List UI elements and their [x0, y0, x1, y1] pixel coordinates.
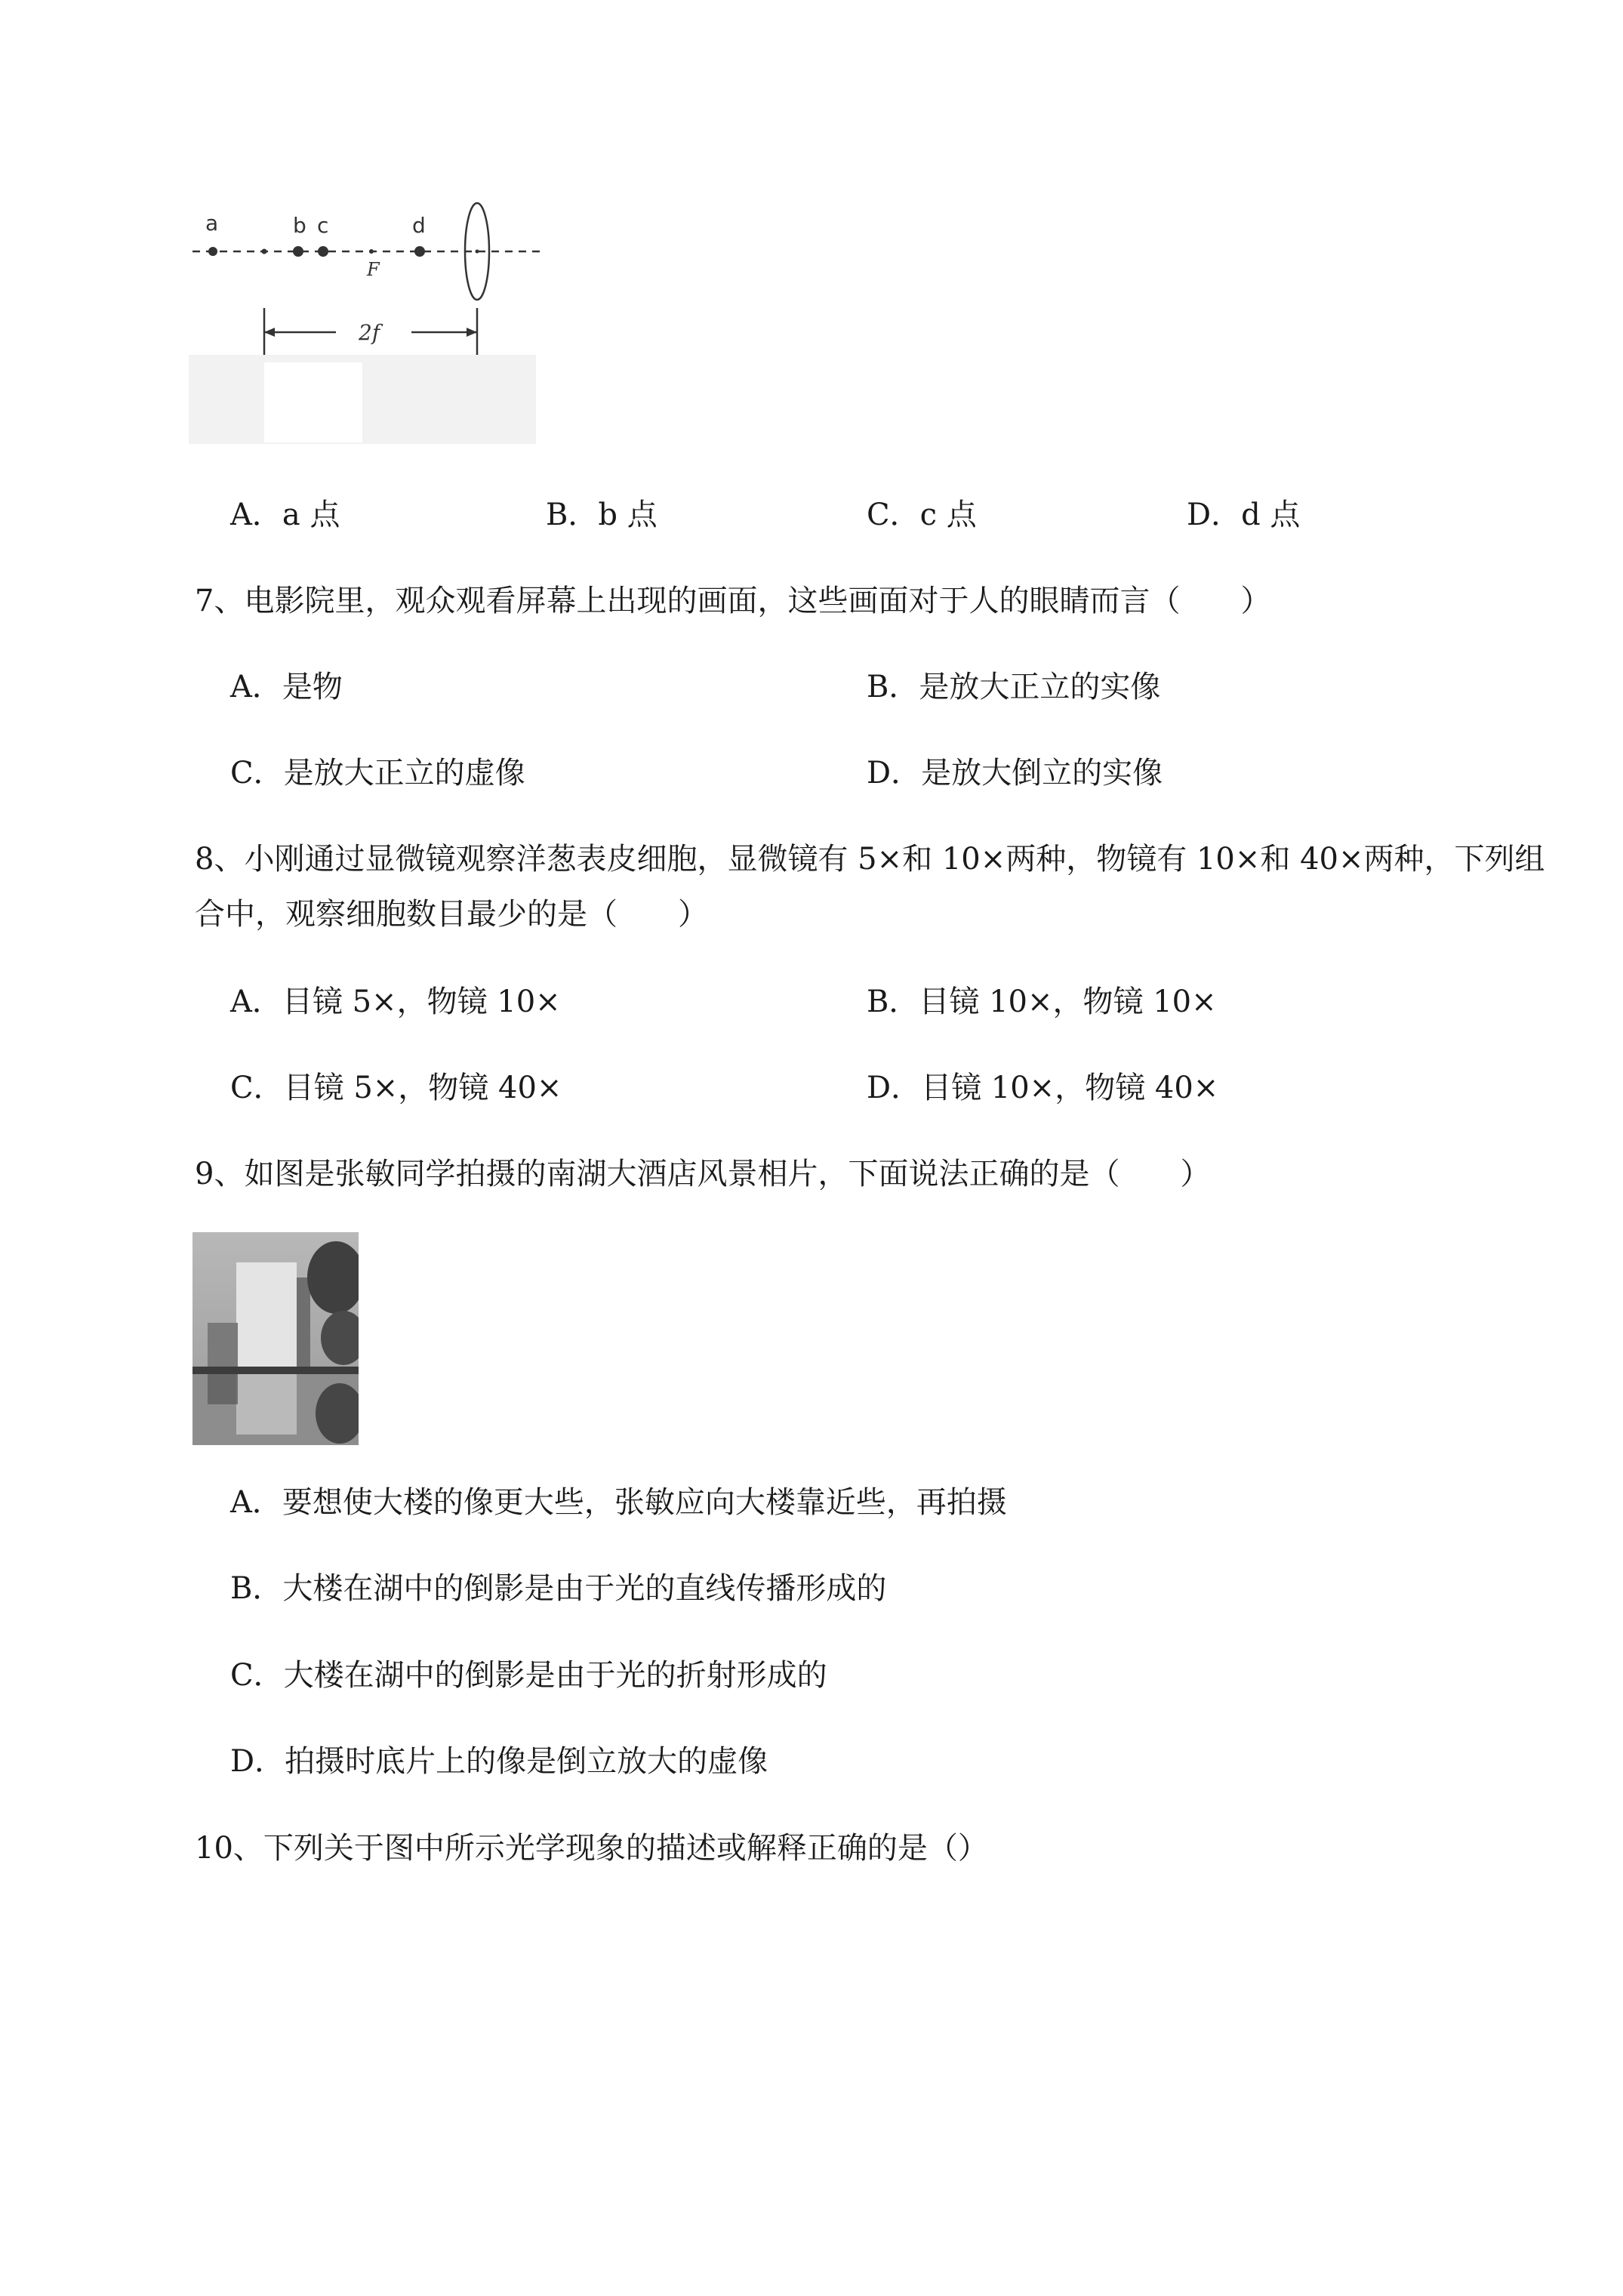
q6-option-d: D．d 点	[1187, 498, 1301, 532]
shoreline	[192, 1367, 359, 1374]
label-c: c	[317, 213, 329, 238]
q8-stem-line2: 合中，观察细胞数目最少的是（ ）	[195, 897, 708, 932]
q8-option-a: A．目镜 5×，物镜 10×	[230, 985, 561, 1019]
label-a: a	[205, 211, 219, 236]
q6-option-a: A．a 点	[230, 498, 340, 532]
q8-option-d: D．目镜 10×，物镜 40×	[867, 1071, 1219, 1105]
dimension-arrow-right	[467, 328, 477, 337]
label-b: b	[293, 213, 306, 238]
q9-stem: 9、如图是张敏同学拍摄的南湖大酒店风景相片，下面说法正确的是（ ）	[195, 1157, 1211, 1191]
label-d: d	[412, 213, 426, 238]
q7-stem: 7、电影院里，观众观看屏幕上出现的画面，这些画面对于人的眼睛而言（ ）	[195, 584, 1271, 618]
dimension-arrow-left	[264, 328, 275, 337]
q6-option-c: C．c 点	[867, 498, 977, 532]
point-f	[369, 249, 374, 254]
q7-option-a: A．是物	[230, 670, 343, 704]
q8-stem-line1: 8、小刚通过显微镜观察洋葱表皮细胞，显微镜有 5×和 10×两种，物镜有 10×和 40×两种，下列组	[195, 842, 1545, 877]
low-building-reflection	[208, 1374, 238, 1404]
q7-option-b: B．是放大正立的实像	[867, 670, 1161, 704]
label-f: F	[367, 259, 380, 280]
q7-option-c: C．是放大正立的虚像	[230, 756, 525, 791]
hotel-building	[236, 1262, 297, 1367]
q6-option-b: B．b 点	[546, 498, 658, 532]
figure-blank-patch	[264, 362, 362, 442]
q9-option-c: C．大楼在湖中的倒影是由于光的折射形成的	[230, 1658, 827, 1693]
q8-option-c: C．目镜 5×，物镜 40×	[230, 1071, 562, 1105]
point-b	[293, 246, 303, 257]
hotel-reflection	[236, 1374, 297, 1435]
lens-diagram	[189, 196, 544, 445]
q7-option-d: D．是放大倒立的实像	[867, 756, 1163, 791]
q9-option-d: D．拍摄时底片上的像是倒立放大的虚像	[230, 1744, 768, 1779]
point-c	[318, 246, 328, 257]
hotel-photo	[192, 1232, 359, 1445]
lens-center-dot	[476, 250, 479, 254]
hotel-side	[297, 1277, 310, 1367]
label-2f: 2f	[359, 320, 380, 345]
point-d	[414, 246, 425, 257]
q9-option-a: A．要想使大楼的像更大些，张敏应向大楼靠近些，再拍摄	[230, 1485, 1007, 1520]
q8-option-b: B．目镜 10×，物镜 10×	[867, 985, 1217, 1019]
low-building	[208, 1323, 238, 1367]
point-2f	[262, 249, 267, 254]
point-a	[208, 247, 217, 256]
q9-option-b: B．大楼在湖中的倒影是由于光的直线传播形成的	[230, 1571, 887, 1606]
q10-stem: 10、下列关于图中所示光学现象的描述或解释正确的是（）	[195, 1831, 988, 1866]
